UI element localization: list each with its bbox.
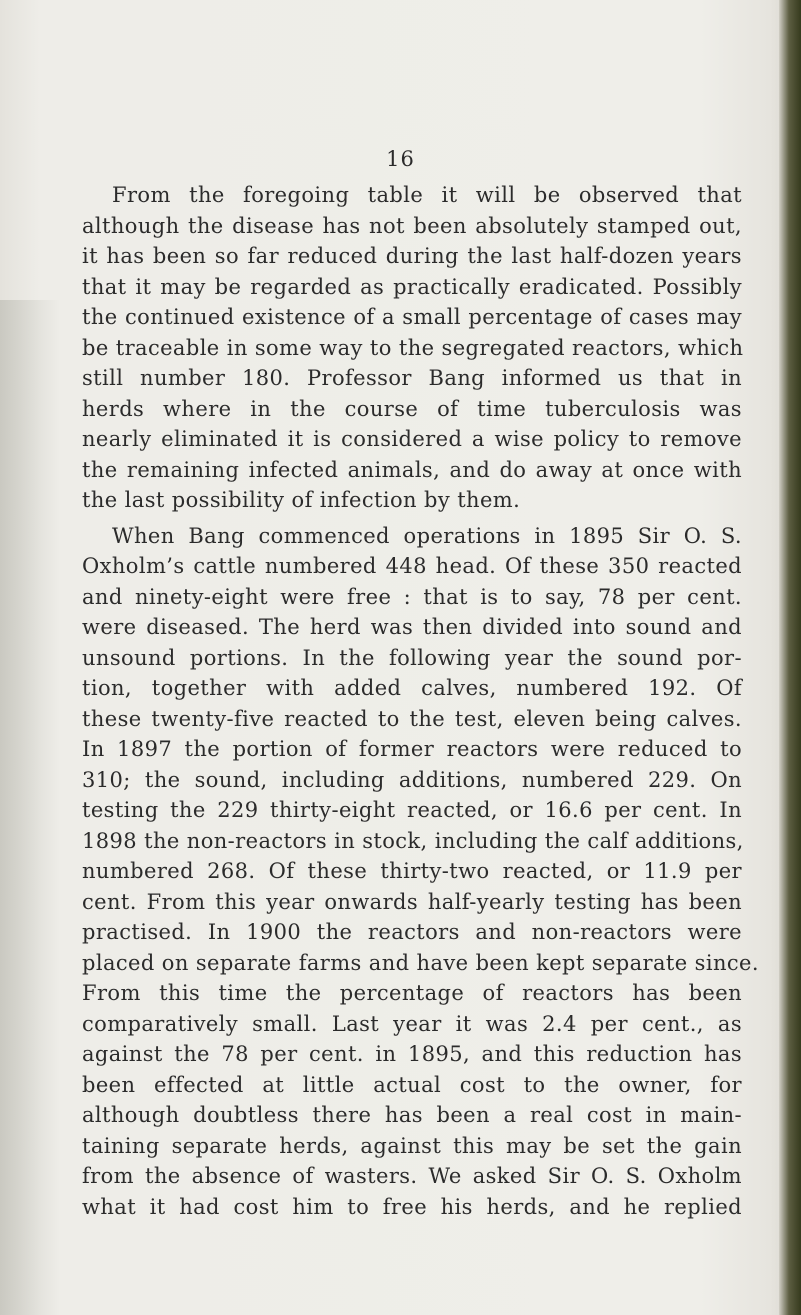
text-line: practised. In 1900 the reactors and non-reactors were	[82, 920, 742, 944]
text-line: the remaining infected animals, and do away at once with	[82, 457, 742, 482]
text-line: From this time the percentage of reactors has been	[82, 981, 742, 1005]
text-line: comparatively small. Last year it was 2.4 per cent., as	[82, 1011, 742, 1036]
text-line: cent. From this year onwards half-yearly testing has been	[82, 889, 742, 914]
text-line: these twenty-five reacted to the test, eleven being calves.	[82, 706, 742, 731]
text-line: From the foregoing table it will be observed that	[112, 183, 742, 207]
text-line: tion, together with added calves, numbered 192. Of	[82, 676, 742, 700]
text-line: still number 180. Professor Bang informed us that in	[82, 366, 742, 390]
text-line: and ninety-eight were free : that is to say, 78 per cent.	[82, 584, 742, 609]
text-line: 1898 the non-reactors in stock, including the calf additions,	[82, 828, 744, 853]
text-line: although doubtless there has been a real cost in main-	[82, 1103, 742, 1127]
text-line: unsound portions. In the following year the sound por-	[82, 645, 742, 670]
paragraph-2	[82, 521, 759, 1223]
text-line: been effected at little actual cost to the owner, for	[82, 1072, 742, 1097]
text-line: the continued existence of a small percentage of cases may	[82, 305, 742, 329]
page-shadow	[0, 300, 60, 1315]
page-edge	[779, 0, 801, 1315]
text-line: placed on separate farms and have been kept separate since.	[82, 950, 759, 975]
text-line: In 1897 the portion of former reactors were reduced to	[82, 737, 742, 761]
text-line: although the disease has not been absolutely stamped out,	[82, 213, 742, 238]
text-line: When Bang commenced operations in 1895 Sir O. S.	[112, 523, 742, 548]
text-line: that it may be regarded as practically eradicated. Possibly	[82, 274, 742, 299]
text-line: Oxholm’s cattle numbered 448 head. Of these 350 reacted	[82, 554, 742, 578]
text-line: the last possibility of infection by them.	[82, 488, 521, 512]
text-line: 310; the sound, including additions, numbered 229. On	[82, 767, 742, 792]
text-line: be traceable in some way to the segregated reactors, which	[82, 335, 744, 360]
text-line: it has been so far reduced during the last half-dozen years	[82, 244, 742, 268]
text-line: were diseased. The herd was then divided into sound and	[82, 615, 742, 639]
text-line: herds where in the course of time tuberculosis was	[82, 396, 742, 421]
paragraph-1	[82, 180, 742, 516]
body-text	[82, 180, 759, 1222]
text-line: numbered 268. Of these thirty-two reacted, or 11.9 per	[82, 859, 742, 883]
page-number: 16	[386, 147, 415, 171]
text-line: what it had cost him to free his herds, and he replied	[82, 1194, 742, 1219]
text-line: taining separate herds, against this may be set the gain	[82, 1133, 742, 1158]
text-line: nearly eliminated it is considered a wise policy to remove	[82, 427, 742, 451]
text-line: from the absence of wasters. We asked Sir O. S. Oxholm	[82, 1164, 742, 1188]
text-line: testing the 229 thirty-eight reacted, or 16.6 per cent. In	[82, 798, 742, 822]
text-line: against the 78 per cent. in 1895, and this reduction has	[82, 1042, 742, 1066]
